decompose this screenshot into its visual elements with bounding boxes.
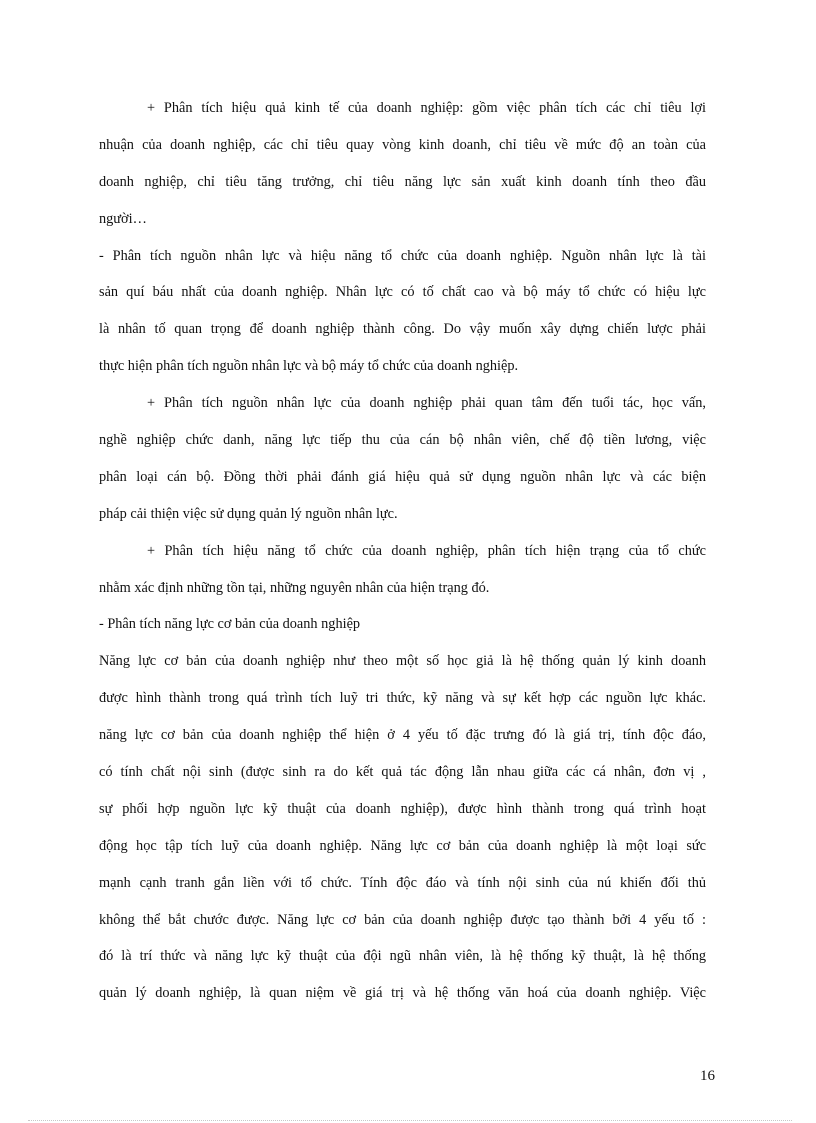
text-line: + Phân tích hiệu năng tổ chức của doanh nghiệp, phân tích hiện trạng của tổ chức [147, 542, 706, 559]
text-line: đó là trí thức và năng lực kỹ thuật của đội ngũ nhân viên, là hệ thống kỹ thuật, là hệ thống [99, 948, 706, 965]
text-line: nhuận của doanh nghiệp, các chỉ tiêu quay vòng kinh doanh, chỉ tiêu về mức độ an toàn của [99, 136, 706, 153]
text-line: quản lý doanh nghiệp, là quan niệm về giá trị và hệ thống văn hoá của doanh nghiệp. Việc [99, 985, 706, 1002]
text-line: phân loại cán bộ. Đồng thời phải đánh giá hiệu quả sử dụng nguồn nhân lực và các biện [99, 468, 706, 485]
text-line: mạnh cạnh tranh gắn liền với tổ chức. Tính độc đáo và tính nội sinh của nú khiến đối thủ [99, 874, 706, 891]
text-line: doanh nghiệp, chỉ tiêu tăng trưởng, chỉ tiêu năng lực sản xuất kinh doanh tính theo đầu [99, 173, 706, 190]
text-line: không thể bắt chước được. Năng lực cơ bản của doanh nghiệp được tạo thành bởi 4 yếu tố : [99, 911, 706, 928]
footer-divider [28, 1120, 792, 1121]
text-line: được hình thành trong quá trình tích luỹ tri thức, kỹ năng và sự kết hợp các nguồn lực khác. [99, 690, 706, 707]
text-line: nghề nghiệp chức danh, năng lực tiếp thu của cán bộ nhân viên, chế độ tiền lương, việc [99, 432, 706, 449]
text-line: động học tập tích luỹ của doanh nghiệp. Năng lực cơ bản của doanh nghiệp là một loại sức [99, 837, 706, 854]
text-line: sự phối hợp nguồn lực kỹ thuật của doanh nghiệp), được hình thành trong quá trình hoạt [99, 800, 706, 817]
text-line: thực hiện phân tích nguồn nhân lực và bộ máy tổ chức của doanh nghiệp. [99, 358, 519, 375]
text-line: nhằm xác định những tồn tại, những nguyên nhân của hiện trạng đó. [99, 579, 490, 596]
text-line: - Phân tích nguồn nhân lực và hiệu năng tổ chức của doanh nghiệp. Nguồn nhân lực là tài [99, 247, 706, 264]
text-line: năng lực cơ bản của doanh nghiệp thể hiện ở 4 yếu tố đặc trưng đó là giá trị, tính độc đáo, [99, 727, 706, 744]
text-line: người… [99, 210, 147, 227]
page-number: 16 [700, 1068, 715, 1084]
body-text [99, 93, 706, 1015]
text-line: có tính chất nội sinh (được sinh ra do kết quả tác động lẫn nhau giữa các cá nhân, đơn vị , [99, 764, 706, 781]
text-line: Năng lực cơ bản của doanh nghiệp như theo một số học giả là hệ thống quản lý kinh doanh [99, 653, 706, 670]
text-line: - Phân tích năng lực cơ bản của doanh nghiệp [99, 616, 361, 633]
text-line: + Phân tích nguồn nhân lực của doanh nghiệp phải quan tâm đến tuổi tác, học vấn, [147, 395, 706, 412]
text-line: là nhân tố quan trọng để doanh nghiệp thành công. Do vậy muốn xây dựng chiến lược phải [99, 321, 706, 338]
text-line: + Phân tích hiệu quả kinh tế của doanh nghiệp: gồm việc phân tích các chỉ tiêu lợi [147, 100, 706, 116]
text-line: sản quí báu nhất của doanh nghiệp. Nhân lực có tố chất cao và bộ máy tổ chức có hiệu lực [99, 284, 706, 301]
text-line: pháp cải thiện việc sử dụng quản lý nguồn nhân lực. [99, 505, 398, 522]
